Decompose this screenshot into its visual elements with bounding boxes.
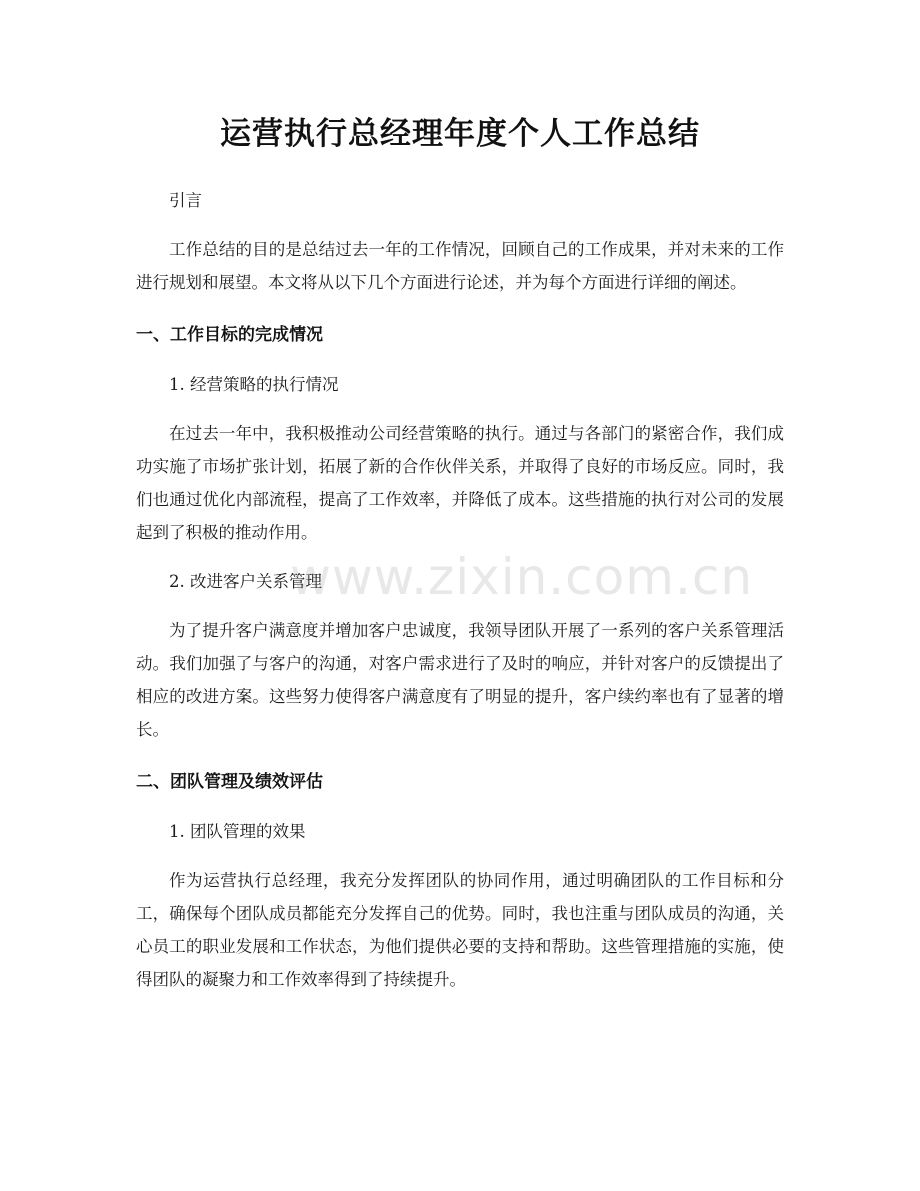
subsection-heading-1-2: 2. 改进客户关系管理 — [169, 572, 322, 591]
subsection-heading-1-1: 1. 经营策略的执行情况 — [169, 375, 339, 394]
document-body — [136, 184, 784, 996]
document-title: 运营执行总经理年度个人工作总结 — [220, 116, 700, 152]
watermark-text: www.zixin.com.cn — [290, 548, 754, 606]
subsection-paragraph-1-1: 在过去一年中，我积极推动公司经营策略的执行。通过与各部门的紧密合作，我们成功实施了市场扩张计划，拓展了新的合作伙伴关系，并取得了良好的市场反应。同时，我们也通过优化内部流程，提高了工作效率，并降低了成本。这些措施的执行对公司的发展起到了积极的推动作用。 — [136, 424, 784, 542]
intro-paragraph: 工作总结的目的是总结过去一年的工作情况，回顾自己的工作成果，并对未来的工作进行规划和展望。本文将从以下几个方面进行论述，并为每个方面进行详细的阐述。 — [136, 240, 784, 292]
intro-label: 引言 — [169, 191, 202, 210]
section-heading-2: 二、团队管理及绩效评估 — [136, 772, 323, 792]
section-heading-1: 一、工作目标的完成情况 — [136, 325, 323, 345]
subsection-heading-2-1: 1. 团队管理的效果 — [169, 822, 306, 841]
subsection-paragraph-1-2: 为了提升客户满意度并增加客户忠诚度，我领导团队开展了一系列的客户关系管理活动。我们加强了与客户的沟通，对客户需求进行了及时的响应，并针对客户的反馈提出了相应的改进方案。这些努力使得客户满意度有了明显的提升，客户续约率也有了显著的增长。 — [136, 621, 784, 739]
subsection-paragraph-2-1: 作为运营执行总经理，我充分发挥团队的协同作用，通过明确团队的工作目标和分工，确保每个团队成员都能充分发挥自己的优势。同时，我也注重与团队成员的沟通，关心员工的职业发展和工作状态，为他们提供必要的支持和帮助。这些管理措施的实施，使得团队的凝聚力和工作效率得到了持续提升。 — [136, 871, 784, 989]
